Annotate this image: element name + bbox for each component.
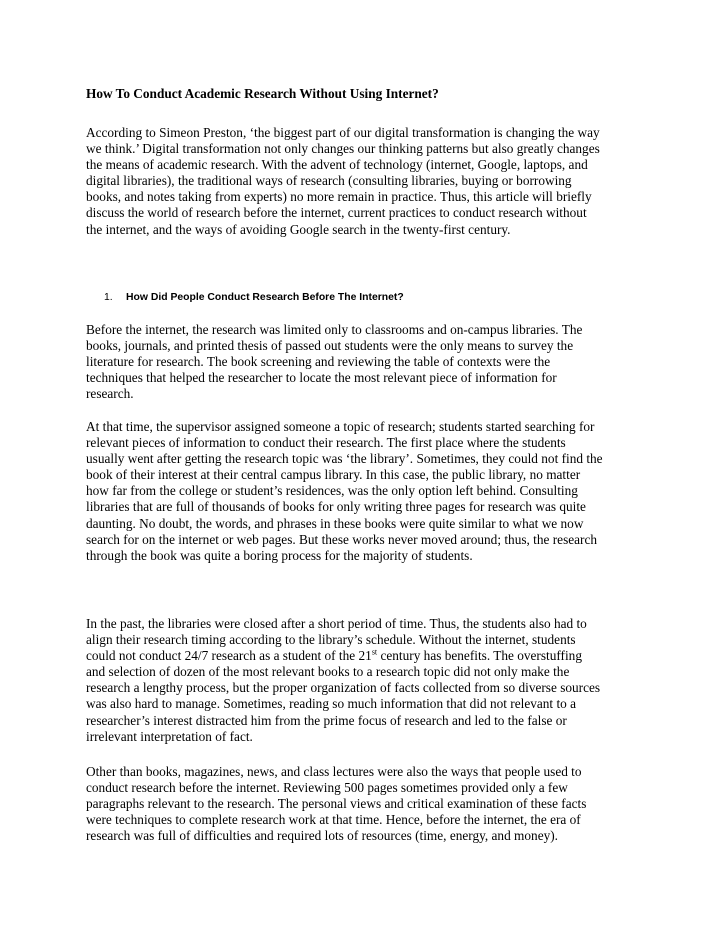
text-line: research. xyxy=(86,386,134,402)
text-line: techniques that helped the researcher to locate the most relevant piece of information for xyxy=(86,370,557,386)
section-number: 1. xyxy=(104,292,113,303)
text-line: we think.’ Digital transformation not only changes our thinking patterns but also greatly changes xyxy=(86,141,600,157)
section-heading xyxy=(104,291,404,305)
text-line: align their research timing according to the library’s schedule. Without the internet, students xyxy=(86,632,576,648)
text-line: paragraphs relevant to the research. The personal views and critical examination of these facts xyxy=(86,796,587,812)
text-line: was also hard to manage. Sometimes, reading so much information that did not relevant to a xyxy=(86,696,577,712)
body-paragraph-4 xyxy=(86,764,646,844)
text-line: and selection of dozen of the most relevant books to a research topic did not only make the xyxy=(86,664,570,680)
text-line: search for on the internet or web pages. But these works never moved around; thus, the research xyxy=(86,531,598,547)
intro-paragraph xyxy=(86,125,646,238)
text-line: the means of academic research. With the advent of technology (internet, Google, laptops, and xyxy=(86,157,588,173)
text-line: researcher’s interest distracted him from the prime focus of research and led to the false or xyxy=(86,712,567,728)
text-line: relevant pieces of information to conduct their research. The first place where the students xyxy=(86,435,566,451)
text-line: the internet, and the ways of avoiding Google search in the twenty-first century. xyxy=(86,221,511,237)
text-line: irrelevant interpretation of fact. xyxy=(86,728,253,744)
text-line: According to Simeon Preston, ‘the biggest part of our digital transformation is changing the way xyxy=(86,125,600,140)
text-line: In the past, the libraries were closed after a short period of time. Thus, the students also had to xyxy=(86,616,587,631)
text-line: libraries that are full of thousands of books for only writing three pages for research was quite xyxy=(86,499,586,515)
text-line: books, journals, and printed thesis of passed out students were the only means to survey the xyxy=(86,338,574,354)
text-segment: century has benefits. The overstuffing xyxy=(377,648,582,664)
text-line: books, and notes taking from experts) no more remain in practice. Thus, this article will briefly xyxy=(86,189,592,205)
document-title: How To Conduct Academic Research Without Using Internet? xyxy=(86,86,439,101)
text-line: discuss the world of research before the internet, current practices to conduct research without xyxy=(86,205,587,221)
text-line: daunting. No doubt, the words, and phrases in these books were quite similar to what we now xyxy=(86,515,584,531)
body-paragraph-3 xyxy=(86,616,646,745)
text-line: research was full of difficulties and required lots of resources (time, energy, and money). xyxy=(86,828,559,844)
text-line: through the book was quite a boring process for the majority of students. xyxy=(86,547,473,563)
section-heading-text: How Did People Conduct Research Before The Internet? xyxy=(126,292,404,303)
text-line-with-superscript xyxy=(86,648,646,664)
text-line: book of their interest at their central campus library. In this case, the public library, no matter xyxy=(86,467,581,483)
body-paragraph-1 xyxy=(86,322,646,402)
body-paragraph-2 xyxy=(86,419,646,564)
text-line: conduct research before the internet. Reviewing 500 pages sometimes provided only a few xyxy=(86,780,568,796)
text-line: digital libraries), the traditional ways of research (consulting libraries, buying or borrowing xyxy=(86,173,572,189)
text-segment: could not conduct 24/7 research as a student of the 21 xyxy=(86,648,372,664)
text-line: research a lengthy process, but the proper organization of facts collected from so diverse sources xyxy=(86,680,601,696)
text-line: how far from the college or student’s residences, was the only option left behind. Consulting xyxy=(86,483,578,499)
text-line: Other than books, magazines, news, and class lectures were also the ways that people used to xyxy=(86,764,582,779)
ordinal-superscript: st xyxy=(371,647,378,657)
text-line: At that time, the supervisor assigned someone a topic of research; students started searching for xyxy=(86,419,595,434)
text-line: usually went after getting the research topic was ‘the library’. Sometimes, they could not find the xyxy=(86,451,603,467)
text-line: Before the internet, the research was limited only to classrooms and on-campus libraries. The xyxy=(86,322,583,337)
text-line: literature for research. The book screening and reviewing the table of contexts were the xyxy=(86,354,551,370)
text-line: were techniques to complete research work at that time. Hence, before the internet, the era of xyxy=(86,812,581,828)
